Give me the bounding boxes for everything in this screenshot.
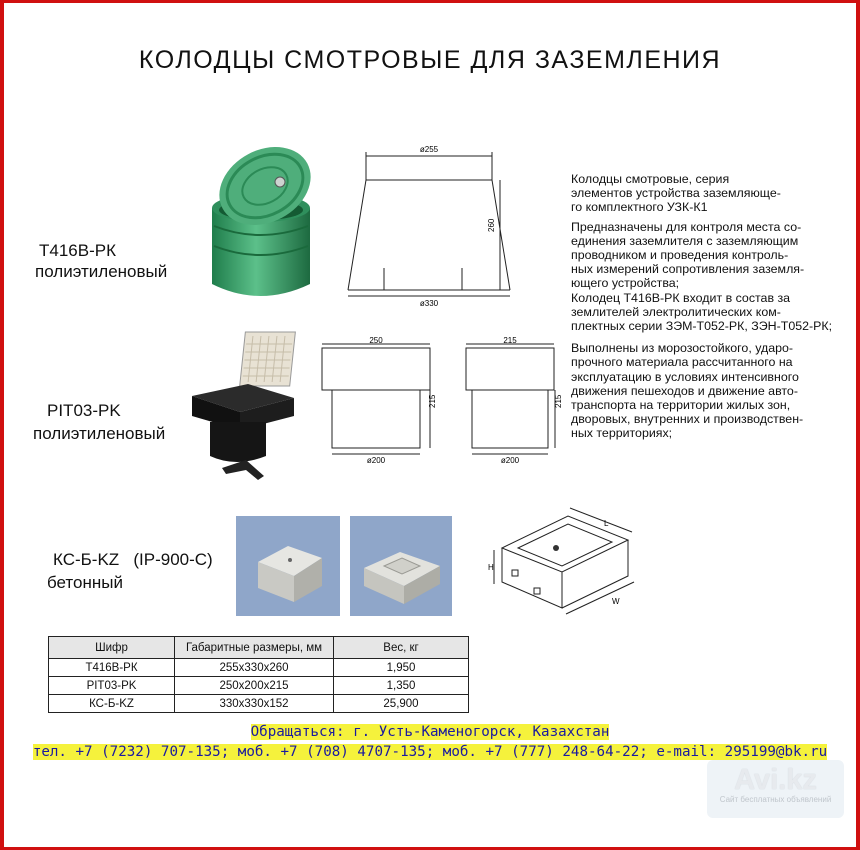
table-header-size: Габаритные размеры, мм — [175, 637, 334, 659]
t416-material: полиэтиленовый — [35, 262, 168, 281]
pit03-a-dim-top: 250 — [369, 336, 383, 345]
pit03-b-dim-top: 215 — [503, 336, 517, 345]
table-header-code: Шифр — [49, 637, 175, 659]
pit03-drawing-front — [312, 336, 442, 466]
table-cell: 330х330х152 — [175, 695, 334, 713]
pit03-a-dim-bottom: ø200 — [366, 456, 386, 465]
ksb-photo-2 — [350, 516, 452, 616]
description-p1: Колодцы смотровые, серия элементов устройства заземляюще- го комплектного УЗК-К1 — [571, 172, 781, 215]
table-row — [49, 695, 469, 713]
pit03-b-dim-bottom: ø200 — [500, 456, 520, 465]
ksb-model: КС-Б-KZ (IP-900-C) — [53, 550, 213, 569]
contact-address — [0, 724, 860, 740]
ksb-material: бетонный — [47, 573, 123, 592]
ksb-photo-1 — [236, 516, 340, 616]
t416-dim-bottom: ø330 — [419, 299, 439, 308]
description-p3: Выполнены из морозостойкого, ударо- прочного материала рассчитанного на эксплуатацию в условиях интенсивного движения пешеходов и движение авто- транспорта на территории жилых зон, дворовых, внутренних и производствен- ных территориях; — [571, 341, 804, 441]
avikz-watermark-logo — [707, 760, 844, 818]
watermark-brand: Avi.kz — [734, 764, 817, 796]
table-header-weight: Вес, кг — [334, 637, 469, 659]
table-cell: Т416В-РК — [49, 659, 175, 677]
t416-model: Т416В-РК — [39, 241, 116, 260]
t416-product-photo — [200, 146, 324, 308]
table-cell: PIT03-PK — [49, 677, 175, 695]
pit03-a-dim-height: 215 — [428, 394, 437, 408]
iso-l-label: L — [604, 519, 609, 528]
table-cell: 25,900 — [334, 695, 469, 713]
table-row — [49, 677, 469, 695]
page-title: КОЛОДЦЫ СМОТРОВЫЕ ДЛЯ ЗАЗЕМЛЕНИЯ — [138, 46, 722, 74]
pit03-product-photo — [188, 326, 300, 486]
pit03-model: PIT03-PK — [47, 401, 121, 420]
contact-phones-text: тел. +7 (7232) 707-135; моб. +7 (708) 4707-135; моб. +7 (777) 248-64-22; e-mail: 295199@bk.ru — [32, 744, 828, 760]
pit03-b-dim-height: 215 — [554, 394, 563, 408]
pit03-drawing-side — [458, 336, 568, 466]
table-cell: 1,950 — [334, 659, 469, 677]
table-header-row — [49, 637, 469, 659]
iso-w-label: W — [612, 597, 620, 606]
table-cell: 250х200х215 — [175, 677, 334, 695]
table-cell: КС-Б-KZ — [49, 695, 175, 713]
pit03-material: полиэтиленовый — [33, 424, 166, 443]
contact-phones — [0, 744, 860, 760]
table-cell: 255х330х260 — [175, 659, 334, 677]
spec-table — [48, 636, 469, 713]
ksb-iso-drawing — [488, 500, 650, 620]
watermark-tagline: Сайт бесплатных объявлений — [719, 795, 832, 804]
description-p2: Предназначены для контроля места со- единения заземлителя с заземляющим проводником и проведения контроль- ных измерений сопротивления заземля- ющего устройства; Колодец Т416В-РК входит в состав за землителей электролитических ком- плектных серии ЗЭМ-Т052-РК, ЗЭН-Т052-РК; — [571, 219, 833, 334]
t416-dim-height: 260 — [487, 218, 496, 232]
iso-h-label: H — [488, 563, 494, 572]
table-cell: 1,350 — [334, 677, 469, 695]
contact-address-text: Обращаться: г. Усть-Каменогорск, Казахстан — [250, 724, 610, 740]
t416-dimension-drawing — [344, 140, 514, 310]
description-block — [571, 172, 855, 446]
table-row — [49, 659, 469, 677]
t416-dim-top: ø255 — [419, 145, 439, 154]
